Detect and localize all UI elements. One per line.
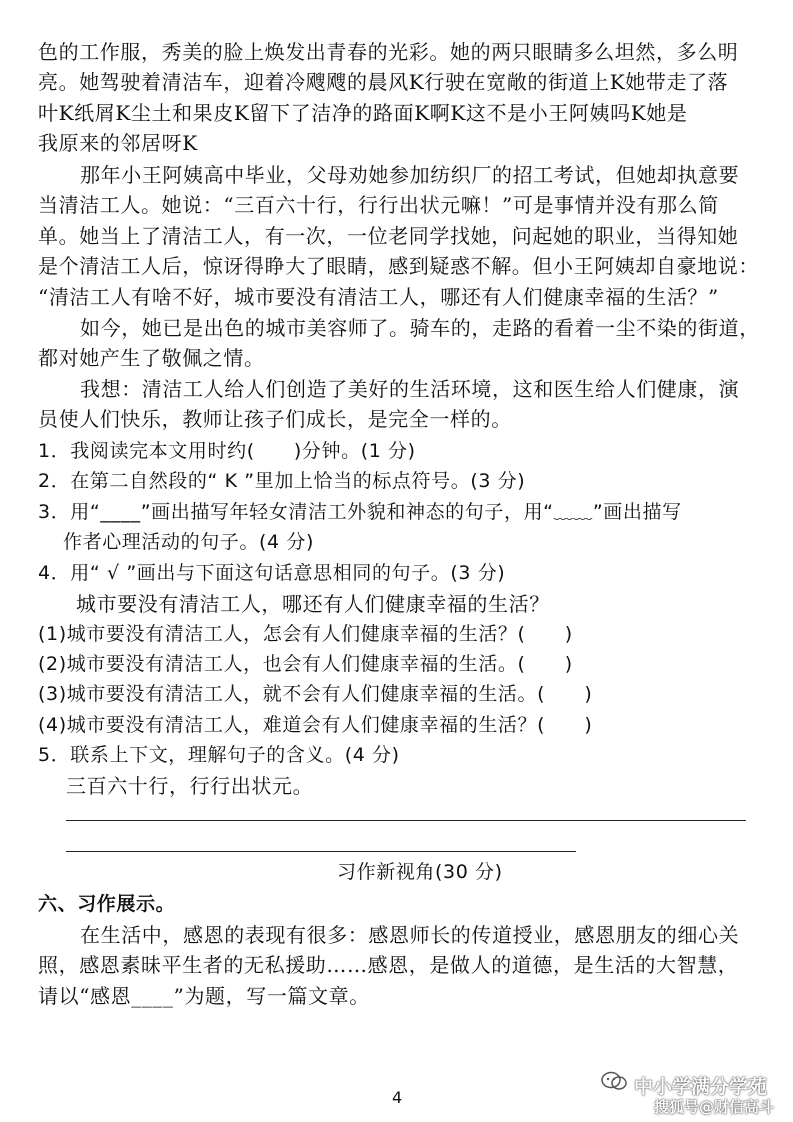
question-3-continued: 作者心理活动的句子。(4 分) <box>63 531 314 553</box>
passage-line: 是个清洁工人后，惊讶得睁大了眼睛，感到疑惑不解。但小王阿姨却自豪地说： <box>38 254 759 278</box>
chat-bubble-icon <box>600 1070 628 1092</box>
writing-title: 六、习作展示。 <box>38 893 176 915</box>
writing-prompt-line: 在生活中，感恩的表现有很多：感恩师长的传道授业，感恩朋友的细心关 <box>80 923 740 947</box>
passage-line: 色的工作服，秀美的脸上焕发出青春的光彩。她的两只眼睛多么坦然，多么明 <box>38 40 739 64</box>
passage-line: 叶K纸屑K尘土和果皮K留下了洁净的路面K啊K这不是小王阿姨吗K她是 <box>38 101 688 125</box>
writing-prompt-line: 照，感恩素昧平生者的无私援助……感恩，是做人的道德，是生活的大智慧， <box>38 953 739 977</box>
passage-line: 我想：清洁工人给人们创造了美好的生活环境，这和医生给人们健康，演 <box>80 377 740 401</box>
question-1: 1．我阅读完本文用时约( )分钟。(1 分) <box>38 440 416 462</box>
passage-line: “清洁工人有啥不好，城市要没有清洁工人，哪还有人们健康幸福的生活？” <box>38 285 719 309</box>
question-4-option: (4)城市要没有清洁工人，难道会有人们健康幸福的生活？( ) <box>38 714 593 736</box>
watermark-title: 中小学满分学苑 <box>634 1076 768 1098</box>
watermark-subtitle: 搜狐号@财信高斗 <box>654 1098 775 1116</box>
question-3: 3．用“____”画出描写年轻女清洁工外貌和神态的句子，用“﹏﹏”画出描写 <box>38 501 682 523</box>
question-2: 2．在第二自然段的“ K ”里加上恰当的标点符号。(3 分) <box>38 470 526 492</box>
question-5-sentence: 三百六十行，行行出状元。 <box>66 774 314 798</box>
passage-line: 单。她当上了清洁工人，有一次，一位老同学找她，问起她的职业，当得知她 <box>38 224 739 248</box>
question-4-option: (3)城市要没有清洁工人，就不会有人们健康幸福的生活。( ) <box>38 683 593 705</box>
writing-prompt-line: 请以“感恩____”为题，写一篇文章。 <box>38 984 370 1008</box>
section-heading: 习作新视角(30 分) <box>337 861 503 883</box>
passage-line: 都对她产生了敬佩之情。 <box>38 346 265 370</box>
question-4-sentence: 城市要没有清洁工人，哪还有人们健康幸福的生活？ <box>76 592 550 616</box>
answer-line[interactable] <box>66 851 576 852</box>
passage-line: 我原来的邻居呀K <box>38 131 198 155</box>
question-4-option: (1)城市要没有清洁工人，怎会有人们健康幸福的生活？( ) <box>38 623 573 645</box>
passage-line: 那年小王阿姨高中毕业，父母劝她参加纺织厂的招工考试，但她却执意要 <box>80 163 740 187</box>
page-number: 4 <box>392 1088 403 1107</box>
question-4-option: (2)城市要没有清洁工人，也会有人们健康幸福的生活。( ) <box>38 653 573 675</box>
passage-line: 如今，她已是出色的城市美容师了。骑车的，走路的看着一尘不染的街道， <box>80 316 760 340</box>
passage-line: 员使人们快乐，教师让孩子们成长，是完全一样的。 <box>38 407 512 431</box>
answer-line[interactable] <box>66 820 746 821</box>
question-4: 4．用“ √ ”画出与下面这句话意思相同的句子。(3 分) <box>38 562 506 584</box>
passage-line: 亮。她驾驶着清洁车，迎着冷飕飕的晨风K行驶在宽敞的街道上K她带走了落 <box>38 70 729 94</box>
passage-line: 当清洁工人。她说：“三百六十行，行行出状元嘛！”可是事情并没有那么简 <box>38 193 719 217</box>
question-5: 5．联系上下文，理解句子的含义。(4 分) <box>38 744 400 766</box>
